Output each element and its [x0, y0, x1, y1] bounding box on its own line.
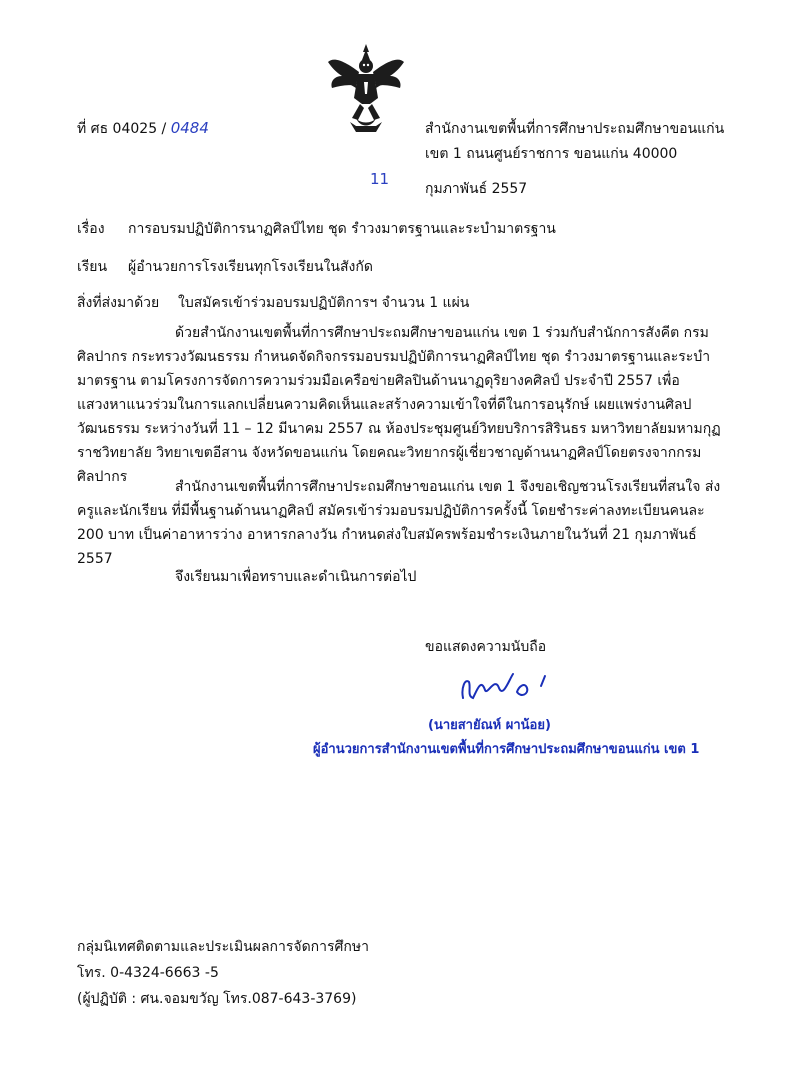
body-paragraph-1: ด้วยสำนักงานเขตพื้นที่การศึกษาประถมศึกษาขอนแก่น เขต 1 ร่วมกับสำนักการสังคีต กรมศิลปากร กระทรวงวัฒนธรรม กำหนดจัดกิจกรรมอบรมปฏิบัติการนาฏศิลป์ไทย ชุด รำวงมาตรฐานและระบำมาตรฐาน ตามโครงการจัดการความร่วมมือเครือข่ายศิลปินด้านนาฏดุริยางคศิลป์ ประจำปี 2557 เพื่อแสวงหาแนวร่วมในการแลกเปลี่ยนความคิดเห็นและสร้างความเข้าใจที่ดีในการอนุรักษ์ เผยแพร่งานศิลปวัฒนธรรม ระหว่างวันที่ 11 – 12 มีนาคม 2557 ณ ห้องประชุมศูนย์วิทยบริการสิรินธร มหาวิทยาลัยมหามกุฏราชวิทยาลัย วิทยาเขตอีสาน จังหวัดขอนแก่น โดยคณะวิทยากรผู้เชี่ยวชาญด้านนาฏศิลป์โดยตรงจากกรมศิลปากร — [77, 325, 721, 485]
body-paragraph-2: สำนักงานเขตพื้นที่การศึกษาประถมศึกษาขอนแก่น เขต 1 จึงขอเชิญชวนโรงเรียนที่สนใจ ส่งครูและนักเรียน ที่มีพื้นฐานด้านนาฏศิลป์ สมัครเข้าร่วมอบรมปฏิบัติการครั้งนี้ โดยชำระค่าลงทะเบียนคนละ 200 บาท เป็นค่าอาหารว่าง อาหารกลางวัน กำหนดส่งใบสมัครพร้อมชำระเงินภายในวันที่ 21 กุมภาพันธ์ 2557 — [77, 479, 721, 567]
office-name: สำนักงานเขตพื้นที่การศึกษาประถมศึกษาขอนแก่น — [425, 121, 725, 137]
closing-line: จึงเรียนมาเพื่อทราบและดำเนินการต่อไป — [175, 569, 417, 585]
signatory-name: (นายสายัณห์ ผาน้อย) — [428, 718, 551, 733]
reference-number — [77, 118, 209, 140]
garuda-emblem-icon — [326, 42, 406, 134]
enclosure-label: สิ่งที่ส่งมาด้วย — [77, 295, 160, 311]
reference-prefix: ที่ ศธ 04025 / — [77, 121, 167, 137]
salutation: ขอแสดงความนับถือ — [425, 639, 547, 655]
reference-handwritten-number: 0484 — [170, 119, 209, 137]
recipient-label: เรียน — [77, 259, 108, 275]
subject-text: การอบรมปฏิบัติการนาฏศิลป์ไทย ชุด รำวงมาตรฐานและระบำมาตรฐาน — [128, 221, 556, 237]
subject-label: เรื่อง — [77, 221, 105, 237]
footer-contact: (ผู้ปฏิบัติ : ศน.จอมขวัญ โทร.087-643-3769) — [77, 991, 357, 1007]
date-month-year: กุมภาพันธ์ 2557 — [425, 181, 528, 197]
office-address: เขต 1 ถนนศูนย์ราชการ ขอนแก่น 40000 — [425, 146, 678, 162]
signatory-title: ผู้อำนวยการสำนักงานเขตพื้นที่การศึกษาประถมศึกษาขอนแก่น เขต 1 — [313, 742, 700, 757]
handwritten-signature-icon — [455, 668, 565, 706]
recipient-text: ผู้อำนวยการโรงเรียนทุกโรงเรียนในสังกัด — [128, 259, 373, 275]
footer-phone: โทร. 0-4324-6663 -5 — [77, 965, 219, 981]
enclosure-text: ใบสมัครเข้าร่วมอบรมปฏิบัติการฯ จำนวน 1 แผ่น — [178, 295, 470, 311]
date-day-handwritten: 11 — [370, 170, 390, 188]
footer-department: กลุ่มนิเทศติดตามและประเมินผลการจัดการศึกษา — [77, 939, 369, 955]
